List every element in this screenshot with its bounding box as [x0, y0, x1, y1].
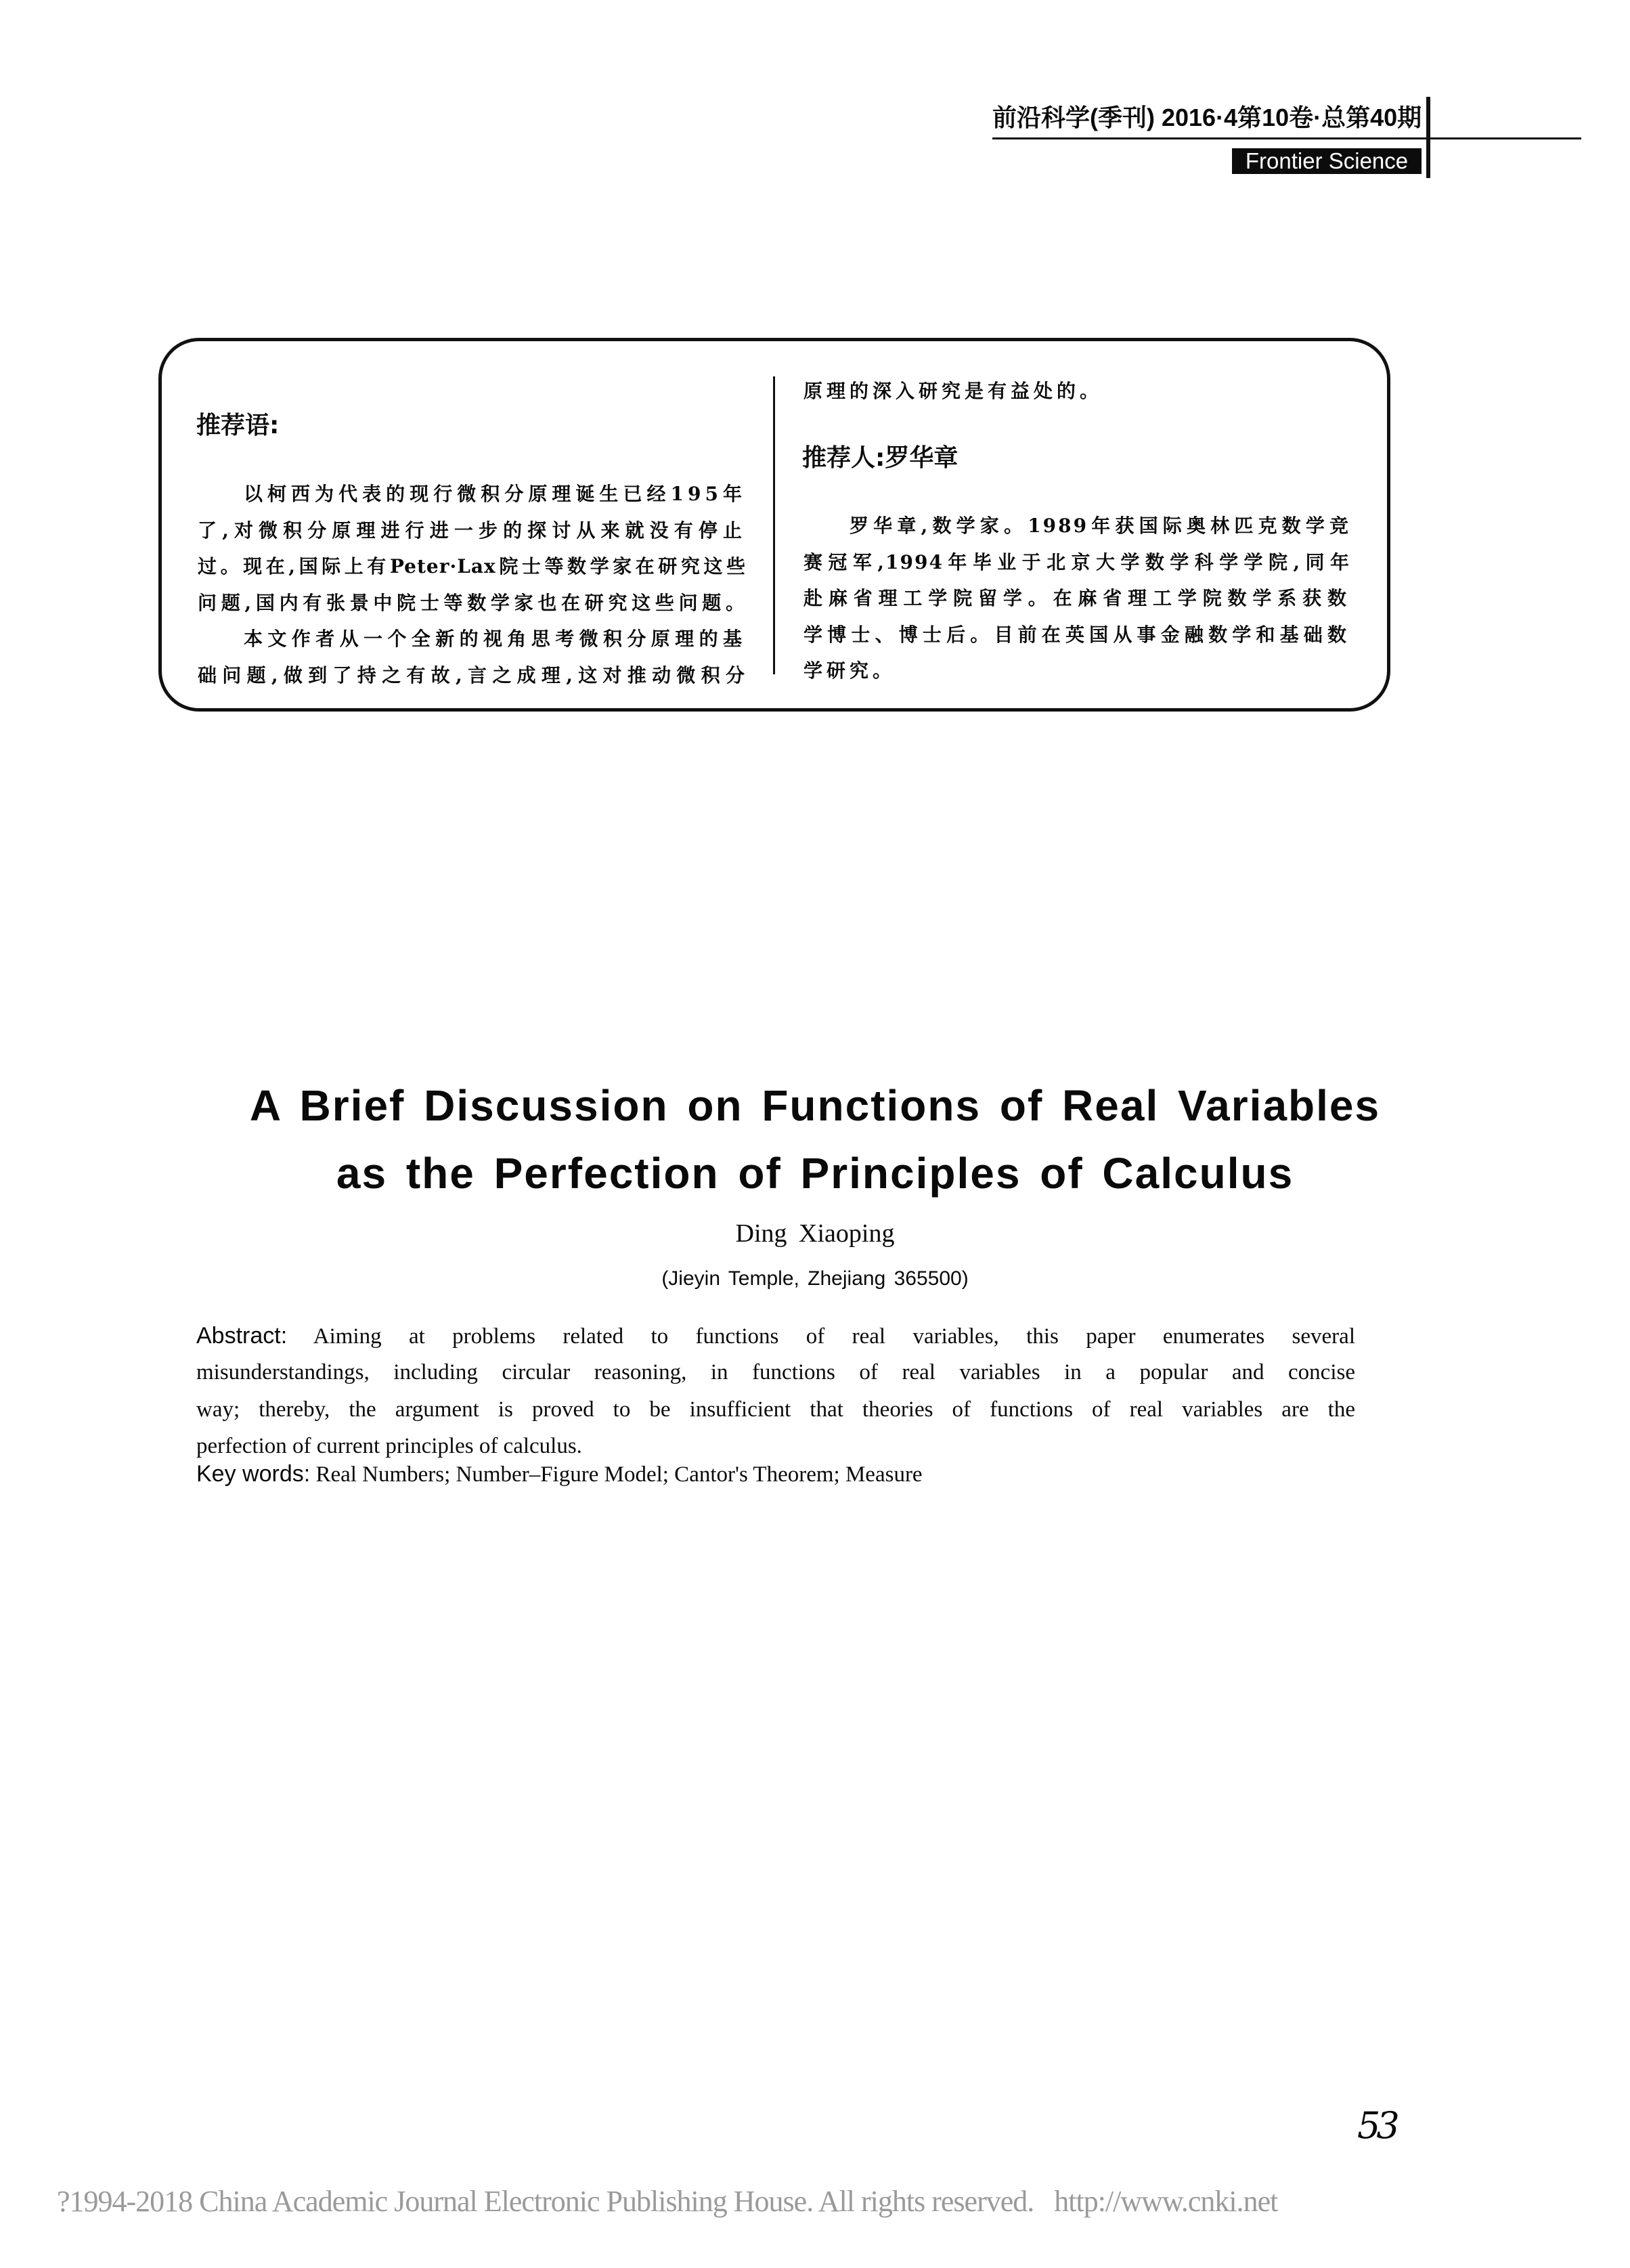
journal-issue-line: 前沿科学(季刊) 2016·4第10卷·总第40期 — [992, 104, 1422, 131]
recommendation-line: 以柯西为代表的现行微积分原理诞生已经195年 — [244, 483, 746, 505]
article-title-line-1: A Brief Discussion on Functions of Real Variables — [249, 1081, 1381, 1130]
footer-url-link[interactable]: http://www.cnki.net — [1054, 2185, 1278, 2218]
abstract-line — [196, 1317, 1355, 1354]
column-divider — [773, 376, 775, 674]
header-vertical-bar — [1426, 97, 1430, 178]
keywords-label: Key words: — [196, 1461, 311, 1487]
recommender-bio — [803, 508, 1350, 689]
abstract-line: perfection of current principles of calculus. — [196, 1433, 582, 1458]
author-affiliation: (Jieyin Temple, Zhejiang 365500) — [661, 1267, 969, 1290]
bio-line: 学研究。 — [803, 659, 896, 682]
bio-line: 学博士、博士后。目前在英国从事金融数学和基础数 — [803, 623, 1350, 646]
copyright-text: ?1994-2018 China Academic Journal Electronic Publishing House. All rights reserved. — [57, 2185, 1034, 2218]
recommendation-line: 问题,国内有张景中院士等数学家也在研究这些问题。 — [198, 591, 746, 614]
abstract-line: way; thereby, the argument is proved to be insufficient that theories of functions of real variables are the — [196, 1397, 1355, 1422]
recommendation-line: 本文作者从一个全新的视角思考微积分原理的基 — [244, 628, 746, 650]
keywords — [196, 1461, 923, 1487]
keywords-text: Real Numbers; Number–Figure Model; Cantor's Theorem; Measure — [315, 1462, 923, 1487]
recommendation-heading: 推荐语: — [196, 412, 280, 439]
recommendation-line: 础问题,做到了持之有故,言之成理,这对推动微积分 — [198, 663, 746, 686]
article-title-line-2: as the Perfection of Principles of Calculus — [336, 1149, 1294, 1198]
recommendation-continuation: 原理的深入研究是有益处的。 — [803, 380, 1103, 402]
bio-line: 罗华章,数学家。1989年获国际奥林匹克数学竞 — [850, 515, 1350, 537]
abstract-text: Aiming at problems related to functions of real variables, this paper enumerates several — [313, 1324, 1355, 1349]
abstract — [196, 1317, 1355, 1464]
abstract-label: Abstract: — [196, 1323, 288, 1349]
footer-copyright — [57, 2184, 1277, 2219]
page-number: 53 — [1357, 2104, 1396, 2147]
bio-line: 赴麻省理工学院留学。在麻省理工学院数学系获数 — [803, 587, 1350, 609]
recommendation-line: 了,对微积分原理进行进一步的探讨从来就没有停止 — [198, 519, 746, 542]
journal-badge: Frontier Science — [1232, 148, 1422, 174]
author-name: Ding Xiaoping — [735, 1219, 895, 1248]
abstract-line: misunderstandings, including circular reasoning, in functions of real variables in a popular and concise — [196, 1360, 1355, 1385]
recommender-heading: 推荐人:罗华章 — [802, 444, 959, 472]
recommendation-text — [198, 476, 746, 693]
bio-line: 赛冠军,1994年毕业于北京大学数学科学学院,同年 — [803, 550, 1350, 573]
header-rule — [992, 137, 1581, 139]
recommendation-line: 过。现在,国际上有Peter·Lax院士等数学家在研究这些 — [198, 555, 746, 577]
